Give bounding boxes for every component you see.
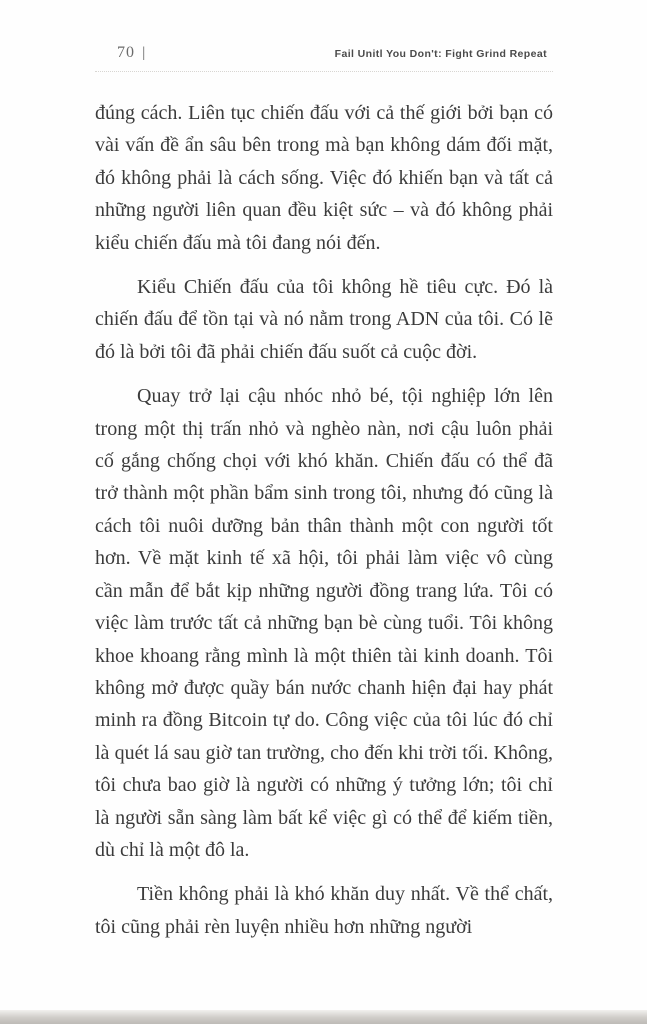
paragraph: Kiểu Chiến đấu của tôi không hề tiêu cực. Đó là chiến đấu để tồn tại và nó nằm trong ADN của tôi. Có lẽ đó là bởi tôi đã phải chiến đấu suốt cả cuộc đời. — [95, 276, 553, 363]
running-title: Fail Unitl You Don't: Fight Grind Repeat — [334, 48, 547, 60]
paragraph: Quay trở lại cậu nhóc nhỏ bé, tội nghiệp lớn lên trong một thị trấn nhỏ và nghèo nàn, nơi cậu luôn phải cố gắng chống chọi với khó khăn. Chiến đấu có thể đã trở thành một phần bẩm sinh trong tôi, nhưng đó cũng là cách tôi nuôi dưỡng bản thân thành một con người tốt hơn. Về mặt kinh tế xã hội, tôi phải làm việc vô cùng cần mẫn để bắt kịp những người đồng trang lứa. Tôi có việc làm trước tất cả những bạn bè cùng tuổi. Tôi không khoe khoang rằng mình là một thiên tài kinh doanh. Tôi không mở được quầy bán nước chanh hiện đại hay phát minh ra đồng Bitcoin tự do. Công việc của tôi lúc đó chỉ là quét lá sau giờ tan trường, cho đến khi trời tối. Không, tôi chưa bao giờ là người có những ý tưởng lớn; tôi chỉ là người sẵn sàng làm bất kể việc gì có thể để kiếm tiền, dù chỉ là một đô la. — [95, 385, 553, 861]
page-number-separator: | — [142, 45, 146, 61]
paragraph: đúng cách. Liên tục chiến đấu với cả thế giới bởi bạn có vài vấn đề ẩn sâu bên trong mà bạn không dám đối mặt, đó không phải là cách sống. Việc đó khiến bạn và tất cả những người liên quan đều kiệt sức – và đó không phải kiểu chiến đấu mà tôi đang nói đến. — [95, 102, 553, 254]
page-number: 70 — [117, 44, 135, 61]
page-number-group — [95, 44, 145, 62]
body-text — [95, 97, 553, 955]
page-bottom-edge — [0, 1010, 647, 1024]
page-header — [95, 44, 553, 72]
paragraph: Tiền không phải là khó khăn duy nhất. Về thể chất, tôi cũng phải rèn luyện nhiều hơn những người — [95, 883, 553, 938]
